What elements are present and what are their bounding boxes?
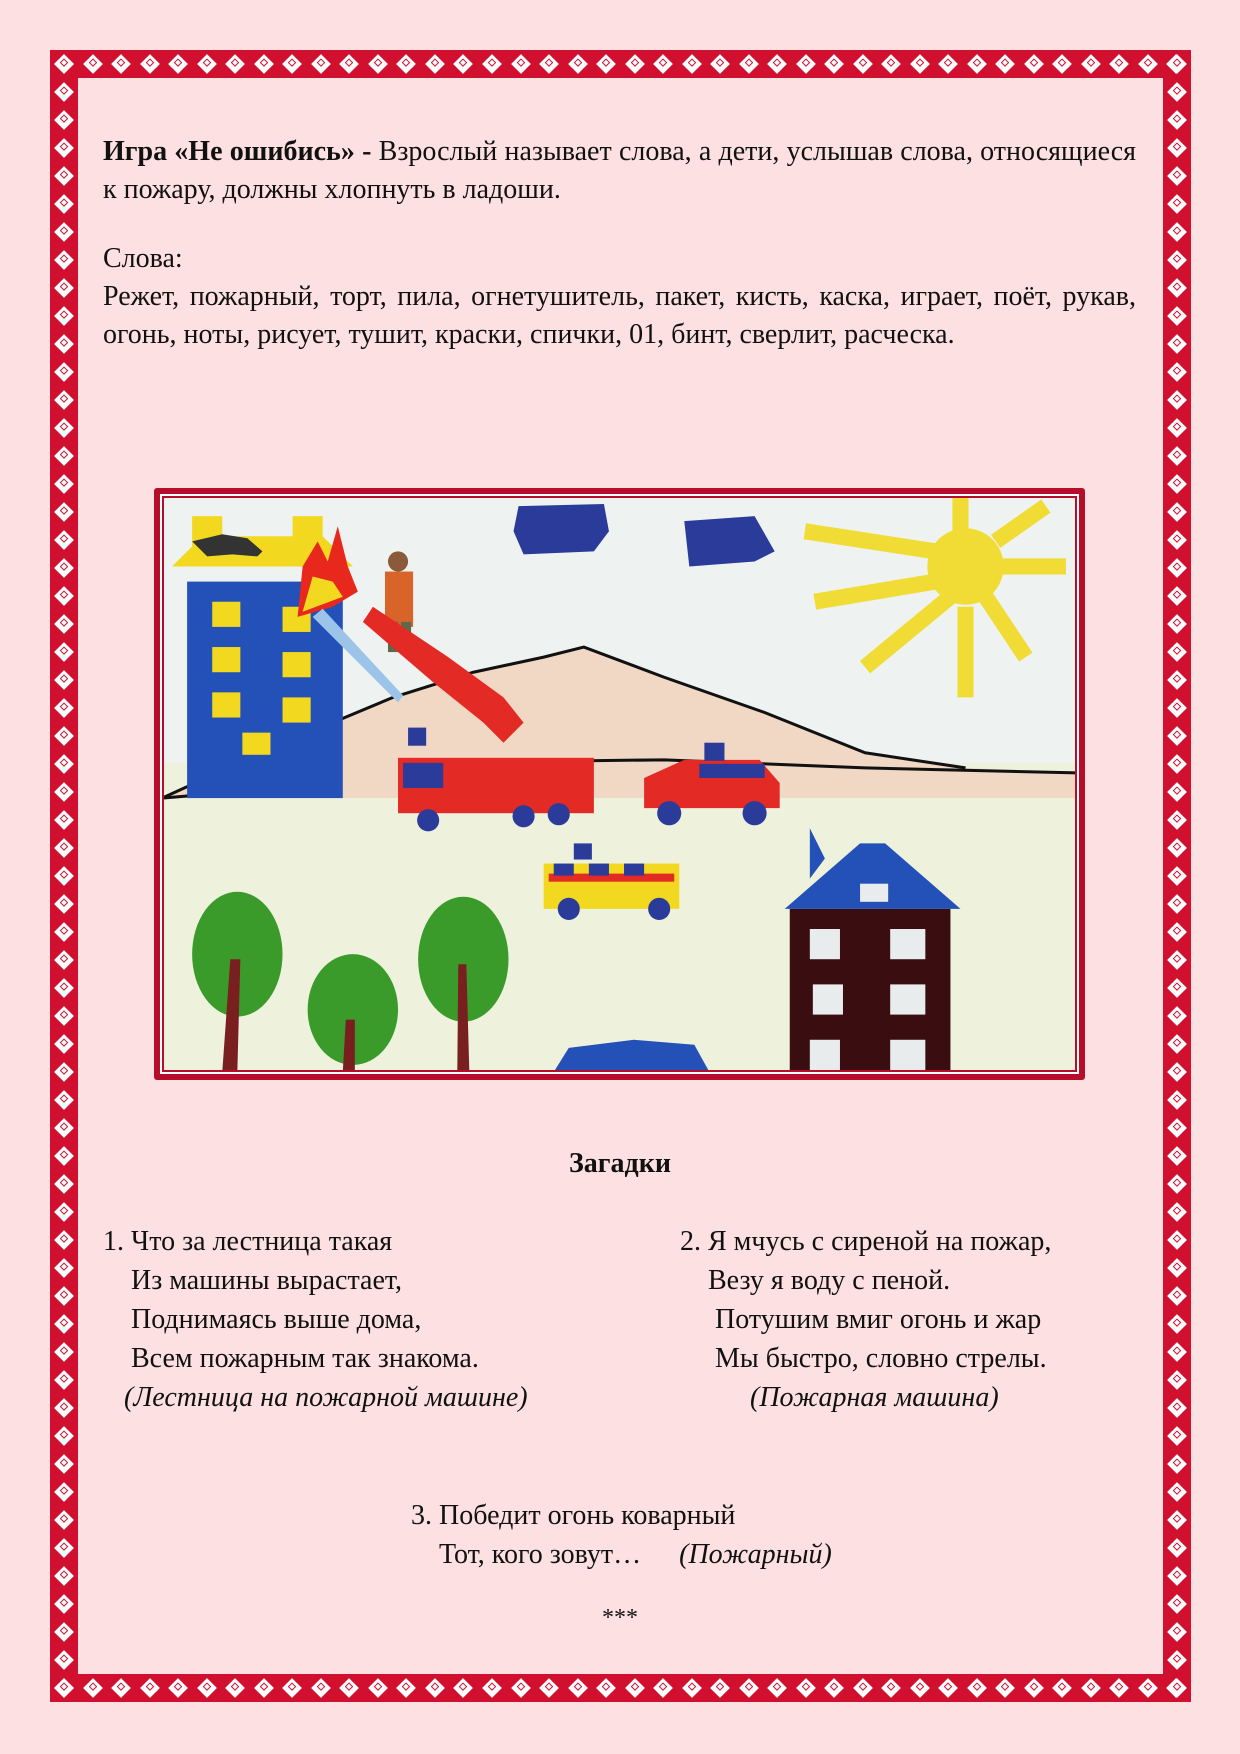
diamond-ornament-icon — [1167, 1370, 1187, 1390]
diamond-ornament-icon — [653, 54, 673, 74]
diamond-ornament-icon — [1167, 754, 1187, 774]
diamond-ornament-icon — [1167, 278, 1187, 298]
diamond-ornament-icon — [54, 194, 74, 214]
diamond-ornament-icon — [1167, 950, 1187, 970]
diamond-ornament-icon — [340, 54, 360, 74]
diamond-ornament-icon — [796, 54, 816, 74]
diamond-ornament-icon — [54, 642, 74, 662]
border-diamonds-top — [50, 50, 1191, 78]
diamond-ornament-icon — [54, 1510, 74, 1530]
diamond-ornament-icon — [539, 1678, 559, 1698]
diamond-ornament-icon — [397, 1678, 417, 1698]
diamond-ornament-icon — [54, 894, 74, 914]
diamond-ornament-icon — [1167, 138, 1187, 158]
riddle-line: Потушим вмиг огонь и жар — [680, 1304, 1042, 1335]
diamond-ornament-icon — [54, 250, 74, 270]
diamond-ornament-icon — [1167, 82, 1187, 102]
riddle-line-last — [411, 1535, 832, 1574]
diamond-ornament-icon — [425, 54, 445, 74]
diamond-ornament-icon — [1081, 54, 1101, 74]
diamond-ornament-icon — [1167, 726, 1187, 746]
diamond-ornament-icon — [1167, 1342, 1187, 1362]
diamond-ornament-icon — [54, 306, 74, 326]
diamond-ornament-icon — [54, 1286, 74, 1306]
diamond-ornament-icon — [254, 54, 274, 74]
diamond-ornament-icon — [54, 978, 74, 998]
diamond-ornament-icon — [54, 82, 74, 102]
diamond-ornament-icon — [995, 54, 1015, 74]
border-diamonds-bottom — [50, 1674, 1191, 1702]
diamond-ornament-icon — [54, 418, 74, 438]
diamond-ornament-icon — [282, 54, 302, 74]
game-paragraph — [103, 133, 1136, 209]
diamond-ornament-icon — [54, 922, 74, 942]
diamond-ornament-icon — [568, 1678, 588, 1698]
closing-stars: *** — [602, 1605, 638, 1631]
diamond-ornament-icon — [54, 166, 74, 186]
diamond-ornament-icon — [625, 1678, 645, 1698]
diamond-ornament-icon — [1167, 194, 1187, 214]
riddle-answer: (Пожарный) — [679, 1539, 832, 1570]
riddle-line: Всем пожарным так знакома. — [103, 1343, 479, 1374]
diamond-ornament-icon — [682, 1678, 702, 1698]
diamond-ornament-icon — [1167, 250, 1187, 270]
diamond-ornament-icon — [1138, 1678, 1158, 1698]
diamond-ornament-icon — [1167, 166, 1187, 186]
diamond-ornament-icon — [54, 1314, 74, 1334]
diamond-ornament-icon — [967, 1678, 987, 1698]
game-title: Игра «Не ошибись» - — [103, 136, 372, 167]
diamond-ornament-icon — [1109, 1678, 1129, 1698]
diamond-ornament-icon — [1167, 1258, 1187, 1278]
diamond-ornament-icon — [710, 1678, 730, 1698]
diamond-ornament-icon — [454, 54, 474, 74]
diamond-ornament-icon — [140, 54, 160, 74]
diamond-ornament-icon — [54, 1118, 74, 1138]
diamond-ornament-icon — [368, 54, 388, 74]
diamond-ornament-icon — [1167, 1678, 1187, 1698]
diamond-ornament-icon — [1167, 1202, 1187, 1222]
diamond-ornament-icon — [881, 1678, 901, 1698]
diamond-ornament-icon — [168, 1678, 188, 1698]
diamond-ornament-icon — [1109, 54, 1129, 74]
diamond-ornament-icon — [1167, 1230, 1187, 1250]
diamond-ornament-icon — [1167, 222, 1187, 242]
diamond-ornament-icon — [111, 1678, 131, 1698]
diamond-ornament-icon — [54, 1006, 74, 1026]
diamond-ornament-icon — [54, 1090, 74, 1110]
diamond-ornament-icon — [54, 810, 74, 830]
diamond-ornament-icon — [54, 1566, 74, 1586]
diamond-ornament-icon — [710, 54, 730, 74]
diamond-ornament-icon — [282, 1678, 302, 1698]
diamond-ornament-icon — [54, 390, 74, 410]
riddle-1 — [103, 1222, 528, 1417]
game-description: Взрослый называет слова, а дети, услышав слова, относящиеся к пожару, должны хлопнуть в ладоши. — [103, 136, 1136, 205]
diamond-ornament-icon — [1167, 1090, 1187, 1110]
diamond-ornament-icon — [938, 1678, 958, 1698]
diamond-ornament-icon — [54, 754, 74, 774]
diamond-ornament-icon — [1167, 334, 1187, 354]
diamond-ornament-icon — [54, 1258, 74, 1278]
diamond-ornament-icon — [739, 54, 759, 74]
diamond-ornament-icon — [54, 530, 74, 550]
diamond-ornament-icon — [1167, 1062, 1187, 1082]
diamond-ornament-icon — [54, 110, 74, 130]
diamond-ornament-icon — [54, 474, 74, 494]
diamond-ornament-icon — [910, 1678, 930, 1698]
diamond-ornament-icon — [311, 54, 331, 74]
diamond-ornament-icon — [54, 222, 74, 242]
diamond-ornament-icon — [682, 54, 702, 74]
diamond-ornament-icon — [739, 1678, 759, 1698]
riddle-line: 2. Я мчусь с сиреной на пожар, — [680, 1226, 1052, 1257]
diamond-ornament-icon — [539, 54, 559, 74]
riddle-line: Поднимаясь выше дома, — [103, 1304, 422, 1335]
border-diamonds-right — [1163, 50, 1191, 1702]
diamond-ornament-icon — [853, 54, 873, 74]
diamond-ornament-icon — [54, 1426, 74, 1446]
diamond-ornament-icon — [1167, 614, 1187, 634]
diamond-ornament-icon — [1024, 1678, 1044, 1698]
diamond-ornament-icon — [1167, 110, 1187, 130]
diamond-ornament-icon — [625, 54, 645, 74]
diamond-ornament-icon — [511, 54, 531, 74]
diamond-ornament-icon — [1052, 1678, 1072, 1698]
diamond-ornament-icon — [54, 782, 74, 802]
diamond-ornament-icon — [596, 54, 616, 74]
diamond-ornament-icon — [767, 54, 787, 74]
diamond-ornament-icon — [1167, 698, 1187, 718]
diamond-ornament-icon — [568, 54, 588, 74]
diamond-ornament-icon — [1167, 1650, 1187, 1670]
diamond-ornament-icon — [140, 1678, 160, 1698]
riddle-line: Везу я воду с пеной. — [680, 1265, 951, 1296]
diamond-ornament-icon — [1167, 922, 1187, 942]
diamond-ornament-icon — [1138, 54, 1158, 74]
diamond-ornament-icon — [54, 1398, 74, 1418]
diamond-ornament-icon — [1167, 1314, 1187, 1334]
diamond-ornament-icon — [168, 54, 188, 74]
diamond-ornament-icon — [1167, 1118, 1187, 1138]
diamond-ornament-icon — [482, 54, 502, 74]
diamond-ornament-icon — [1167, 502, 1187, 522]
diamond-ornament-icon — [1167, 838, 1187, 858]
diamond-ornament-icon — [1167, 1034, 1187, 1054]
diamond-ornament-icon — [1167, 642, 1187, 662]
diamond-ornament-icon — [425, 1678, 445, 1698]
diamond-ornament-icon — [54, 1230, 74, 1250]
diamond-ornament-icon — [1167, 306, 1187, 326]
diamond-ornament-icon — [54, 698, 74, 718]
diamond-ornament-icon — [967, 54, 987, 74]
diamond-ornament-icon — [1167, 1454, 1187, 1474]
picture-frame — [154, 488, 1085, 1080]
diamond-ornament-icon — [1167, 390, 1187, 410]
diamond-ornament-icon — [1167, 782, 1187, 802]
diamond-ornament-icon — [881, 54, 901, 74]
diamond-ornament-icon — [368, 1678, 388, 1698]
diamond-ornament-icon — [54, 1678, 74, 1698]
diamond-ornament-icon — [1167, 446, 1187, 466]
diamond-ornament-icon — [54, 362, 74, 382]
diamond-ornament-icon — [54, 502, 74, 522]
riddle-3 — [411, 1496, 832, 1574]
diamond-ornament-icon — [1167, 474, 1187, 494]
diamond-ornament-icon — [54, 1034, 74, 1054]
diamond-ornament-icon — [54, 138, 74, 158]
diamond-ornament-icon — [482, 1678, 502, 1698]
diamond-ornament-icon — [511, 1678, 531, 1698]
diamond-ornament-icon — [824, 54, 844, 74]
diamond-ornament-icon — [54, 1650, 74, 1670]
riddle-line: 3. Победит огонь коварный — [411, 1500, 736, 1531]
diamond-ornament-icon — [54, 278, 74, 298]
diamond-ornament-icon — [653, 1678, 673, 1698]
diamond-ornament-icon — [1167, 54, 1187, 74]
riddle-line: Мы быстро, словно стрелы. — [680, 1343, 1047, 1374]
diamond-ornament-icon — [54, 446, 74, 466]
diamond-ornament-icon — [54, 54, 74, 74]
diamond-ornament-icon — [910, 54, 930, 74]
border-diamonds-left — [50, 50, 78, 1702]
diamond-ornament-icon — [311, 1678, 331, 1698]
diamond-ornament-icon — [54, 670, 74, 690]
diamond-ornament-icon — [1167, 530, 1187, 550]
diamond-ornament-icon — [54, 1454, 74, 1474]
diamond-ornament-icon — [1052, 54, 1072, 74]
diamond-ornament-icon — [54, 614, 74, 634]
diamond-ornament-icon — [111, 54, 131, 74]
words-list: Режет, пожарный, торт, пила, огнетушитель, пакет, кисть, каска, играет, поёт, рукав, огонь, ноты, рисует, тушит, краски, спички, 01, бинт, сверлит, расческа. — [103, 281, 1136, 350]
children-drawing — [160, 494, 1079, 1074]
diamond-ornament-icon — [1167, 1398, 1187, 1418]
diamond-ornament-icon — [767, 1678, 787, 1698]
diamond-ornament-icon — [1167, 866, 1187, 886]
diamond-ornament-icon — [1167, 586, 1187, 606]
diamond-ornament-icon — [1167, 362, 1187, 382]
diamond-ornament-icon — [1167, 1482, 1187, 1502]
diamond-ornament-icon — [596, 1678, 616, 1698]
diamond-ornament-icon — [54, 586, 74, 606]
riddle-line-text: Тот, кого зовут… — [411, 1539, 642, 1570]
diamond-ornament-icon — [54, 1202, 74, 1222]
diamond-ornament-icon — [1167, 1538, 1187, 1558]
diamond-ornament-icon — [1167, 558, 1187, 578]
diamond-ornament-icon — [54, 726, 74, 746]
diamond-ornament-icon — [340, 1678, 360, 1698]
riddle-2 — [680, 1222, 1051, 1417]
diamond-ornament-icon — [995, 1678, 1015, 1698]
diamond-ornament-icon — [54, 1482, 74, 1502]
riddle-line: 1. Что за лестница такая — [103, 1226, 393, 1257]
diamond-ornament-icon — [1167, 894, 1187, 914]
diamond-ornament-icon — [54, 1062, 74, 1082]
diamond-ornament-icon — [225, 54, 245, 74]
riddles-title: Загадки — [569, 1148, 671, 1179]
diamond-ornament-icon — [397, 54, 417, 74]
diamond-ornament-icon — [824, 1678, 844, 1698]
diamond-ornament-icon — [83, 54, 103, 74]
riddle-answer: (Пожарная машина) — [680, 1382, 999, 1413]
diamond-ornament-icon — [1024, 54, 1044, 74]
diamond-ornament-icon — [54, 1342, 74, 1362]
diamond-ornament-icon — [54, 1538, 74, 1558]
diamond-ornament-icon — [454, 1678, 474, 1698]
diamond-ornament-icon — [54, 334, 74, 354]
diamond-ornament-icon — [1167, 1510, 1187, 1530]
diamond-ornament-icon — [796, 1678, 816, 1698]
diamond-ornament-icon — [54, 950, 74, 970]
drawing-illustration — [162, 496, 1077, 1072]
diamond-ornament-icon — [54, 558, 74, 578]
diamond-ornament-icon — [1167, 810, 1187, 830]
diamond-ornament-icon — [1167, 670, 1187, 690]
diamond-ornament-icon — [197, 54, 217, 74]
diamond-ornament-icon — [54, 838, 74, 858]
diamond-ornament-icon — [54, 866, 74, 886]
riddle-line: Из машины вырастает, — [103, 1265, 403, 1296]
diamond-ornament-icon — [938, 54, 958, 74]
diamond-ornament-icon — [1167, 418, 1187, 438]
diamond-ornament-icon — [1167, 1566, 1187, 1586]
diamond-ornament-icon — [54, 1370, 74, 1390]
diamond-ornament-icon — [1167, 1286, 1187, 1306]
words-label: Слова: — [103, 243, 183, 274]
diamond-ornament-icon — [1167, 978, 1187, 998]
riddle-answer: (Лестница на пожарной машине) — [103, 1382, 528, 1413]
diamond-ornament-icon — [83, 1678, 103, 1698]
diamond-ornament-icon — [1167, 1426, 1187, 1446]
diamond-ornament-icon — [197, 1678, 217, 1698]
diamond-ornament-icon — [225, 1678, 245, 1698]
diamond-ornament-icon — [254, 1678, 274, 1698]
diamond-ornament-icon — [853, 1678, 873, 1698]
diamond-ornament-icon — [1167, 1006, 1187, 1026]
diamond-ornament-icon — [1081, 1678, 1101, 1698]
